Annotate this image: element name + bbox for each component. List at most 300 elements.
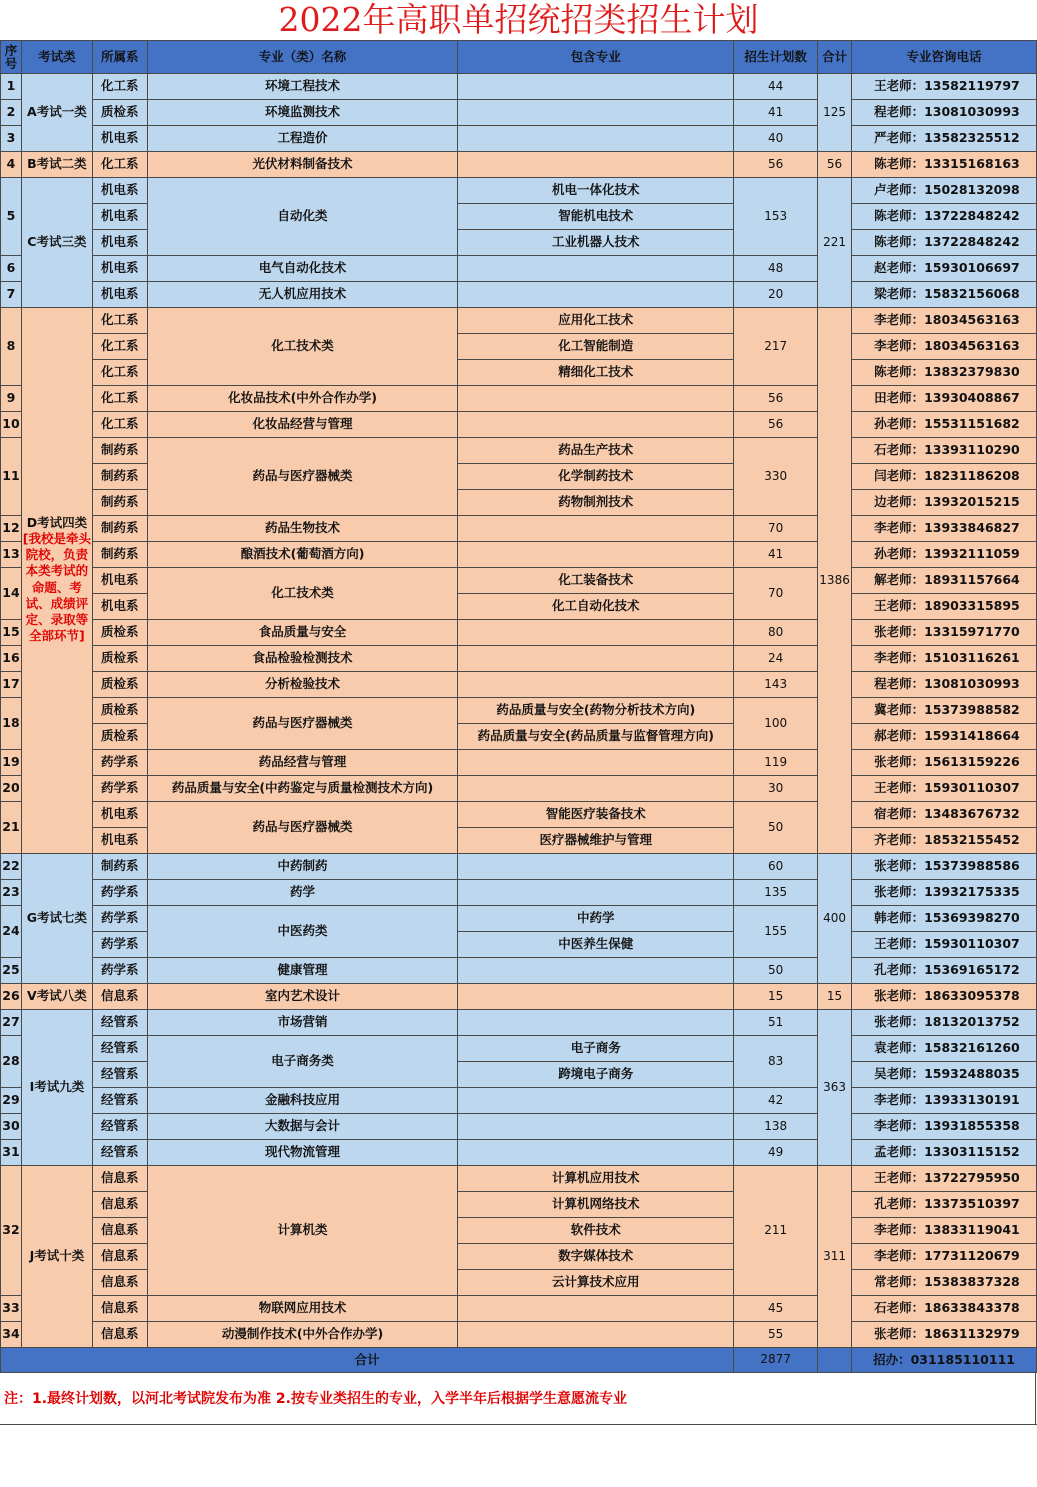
seq-cell: 7 [1, 282, 22, 308]
table-row [1, 412, 1037, 438]
dept-cell: 机电系 [92, 282, 147, 308]
phone-cell: 李老师：18034563163 [852, 334, 1037, 360]
table-row [1, 1088, 1037, 1114]
included-major-cell: 化学制药技术 [458, 464, 734, 490]
table-row [1, 958, 1037, 984]
table-row [1, 308, 1037, 334]
exam-category-cell [21, 1010, 92, 1166]
included-major-cell: 机电一体化技术 [458, 178, 734, 204]
phone-cell: 孙老师：15531151682 [852, 412, 1037, 438]
table-row [1, 178, 1037, 204]
phone-cell: 张老师：15373988586 [852, 854, 1037, 880]
dept-cell: 药学系 [92, 776, 147, 802]
category-total-cell: 125 [818, 74, 852, 152]
plan-count-cell: 80 [734, 620, 818, 646]
table-row [1, 1166, 1037, 1192]
plan-count-cell: 135 [734, 880, 818, 906]
dept-cell: 质检系 [92, 646, 147, 672]
header-exam: 考试类 [21, 41, 92, 74]
dept-cell: 信息系 [92, 1218, 147, 1244]
category-total-cell: 311 [818, 1166, 852, 1348]
included-major-cell [458, 1140, 734, 1166]
dept-cell: 质检系 [92, 724, 147, 750]
phone-cell: 张老师：18132013752 [852, 1010, 1037, 1036]
phone-cell: 孔老师：15369165172 [852, 958, 1037, 984]
plan-count-cell: 217 [734, 308, 818, 386]
table-row [1, 100, 1037, 126]
plan-count-cell: 100 [734, 698, 818, 750]
plan-count-cell: 55 [734, 1322, 818, 1348]
phone-cell: 石老师：18633843378 [852, 1296, 1037, 1322]
major-cell: 中医药类 [147, 906, 458, 958]
plan-count-cell: 138 [734, 1114, 818, 1140]
admission-plan-table [0, 40, 1037, 1373]
table-row [1, 802, 1037, 828]
dept-cell: 机电系 [92, 828, 147, 854]
exam-category-note: [我校是牵头院校，负责本类考试的命题、考试、成绩评定、录取等全部环节] [22, 530, 91, 644]
table-row [1, 568, 1037, 594]
dept-cell: 制药系 [92, 438, 147, 464]
table-row [1, 906, 1037, 932]
table-row [1, 1010, 1037, 1036]
seq-cell: 1 [1, 74, 22, 100]
major-cell: 工程造价 [147, 126, 458, 152]
seq-cell: 10 [1, 412, 22, 438]
phone-cell: 李老师：13933130191 [852, 1088, 1037, 1114]
major-cell: 现代物流管理 [147, 1140, 458, 1166]
seq-cell: 24 [1, 906, 22, 958]
plan-count-cell: 50 [734, 958, 818, 984]
included-major-cell: 精细化工技术 [458, 360, 734, 386]
seq-cell: 9 [1, 386, 22, 412]
major-cell: 金融科技应用 [147, 1088, 458, 1114]
major-cell: 药品经营与管理 [147, 750, 458, 776]
included-major-cell: 计算机应用技术 [458, 1166, 734, 1192]
included-major-cell [458, 542, 734, 568]
phone-cell: 宿老师：13483676732 [852, 802, 1037, 828]
major-cell: 无人机应用技术 [147, 282, 458, 308]
phone-cell: 赵老师：15930106697 [852, 256, 1037, 282]
seq-cell: 17 [1, 672, 22, 698]
exam-category-cell [21, 308, 92, 854]
header-subtotal: 合计 [818, 41, 852, 74]
included-major-cell [458, 750, 734, 776]
included-major-cell: 工业机器人技术 [458, 230, 734, 256]
included-major-cell [458, 256, 734, 282]
phone-cell: 李老师：13933846827 [852, 516, 1037, 542]
included-major-cell [458, 880, 734, 906]
plan-count-cell: 50 [734, 802, 818, 854]
plan-count-cell: 41 [734, 542, 818, 568]
included-major-cell [458, 282, 734, 308]
footnote: 注：1.最终计划数，以河北考试院发布为准 2.按专业类招生的专业，入学半年后根据学生意愿流专业 [4, 1391, 627, 1407]
dept-cell: 信息系 [92, 1322, 147, 1348]
major-cell: 电气自动化技术 [147, 256, 458, 282]
plan-count-cell: 56 [734, 386, 818, 412]
table-row [1, 1114, 1037, 1140]
included-major-cell [458, 152, 734, 178]
major-cell: 药品与医疗器械类 [147, 802, 458, 854]
major-cell: 食品检验检测技术 [147, 646, 458, 672]
included-major-cell [458, 1322, 734, 1348]
header-plan: 招生计划数 [734, 41, 818, 74]
seq-cell: 5 [1, 178, 22, 256]
included-major-cell [458, 386, 734, 412]
dept-cell: 经管系 [92, 1114, 147, 1140]
phone-cell: 石老师：13393110290 [852, 438, 1037, 464]
seq-cell: 11 [1, 438, 22, 516]
major-cell: 药品质量与安全(中药鉴定与质量检测技术方向) [147, 776, 458, 802]
major-cell: 健康管理 [147, 958, 458, 984]
exam-category-cell [21, 74, 92, 152]
plan-count-cell: 56 [734, 412, 818, 438]
dept-cell: 经管系 [92, 1036, 147, 1062]
major-cell: 光伏材料制备技术 [147, 152, 458, 178]
exam-category-label: A考试一类 [27, 104, 87, 120]
table-row [1, 256, 1037, 282]
total-blank-cell [818, 1348, 852, 1373]
phone-cell: 田老师：13930408867 [852, 386, 1037, 412]
major-cell: 电子商务类 [147, 1036, 458, 1088]
header-dept: 所属系 [92, 41, 147, 74]
phone-cell: 程老师：13081030993 [852, 672, 1037, 698]
table-row [1, 1036, 1037, 1062]
included-major-cell: 智能医疗装备技术 [458, 802, 734, 828]
plan-count-cell: 153 [734, 178, 818, 256]
included-major-cell [458, 672, 734, 698]
phone-cell: 李老师：17731120679 [852, 1244, 1037, 1270]
phone-cell: 边老师：13932015215 [852, 490, 1037, 516]
major-cell: 药品与医疗器械类 [147, 438, 458, 516]
table-row [1, 152, 1037, 178]
seq-cell: 16 [1, 646, 22, 672]
phone-cell: 袁老师：15832161260 [852, 1036, 1037, 1062]
major-cell: 药品生物技术 [147, 516, 458, 542]
dept-cell: 制药系 [92, 464, 147, 490]
total-label-cell: 合计 [1, 1348, 734, 1373]
phone-cell: 王老师：18903315895 [852, 594, 1037, 620]
plan-count-cell: 42 [734, 1088, 818, 1114]
note-border-bottom [0, 1424, 1037, 1425]
included-major-cell: 化工自动化技术 [458, 594, 734, 620]
total-row [1, 1348, 1037, 1373]
exam-category-label: I考试九类 [29, 1079, 85, 1095]
included-major-cell [458, 516, 734, 542]
seq-cell: 14 [1, 568, 22, 620]
table-row [1, 698, 1037, 724]
plan-count-cell: 45 [734, 1296, 818, 1322]
plan-count-cell: 30 [734, 776, 818, 802]
exam-category-label: B考试二类 [27, 156, 87, 172]
phone-cell: 常老师：15383837328 [852, 1270, 1037, 1296]
dept-cell: 机电系 [92, 568, 147, 594]
dept-cell: 药学系 [92, 932, 147, 958]
included-major-cell: 化工智能制造 [458, 334, 734, 360]
dept-cell: 药学系 [92, 750, 147, 776]
dept-cell: 经管系 [92, 1062, 147, 1088]
table-row [1, 542, 1037, 568]
included-major-cell: 化工装备技术 [458, 568, 734, 594]
plan-count-cell: 119 [734, 750, 818, 776]
major-cell: 分析检验技术 [147, 672, 458, 698]
table-row [1, 386, 1037, 412]
plan-count-cell: 49 [734, 1140, 818, 1166]
plan-count-cell: 24 [734, 646, 818, 672]
plan-count-cell: 15 [734, 984, 818, 1010]
dept-cell: 信息系 [92, 1270, 147, 1296]
seq-cell: 15 [1, 620, 22, 646]
phone-cell: 张老师：13932175335 [852, 880, 1037, 906]
included-major-cell: 中医养生保健 [458, 932, 734, 958]
dept-cell: 经管系 [92, 1010, 147, 1036]
dept-cell: 经管系 [92, 1140, 147, 1166]
included-major-cell [458, 1114, 734, 1140]
phone-cell: 齐老师：18532155452 [852, 828, 1037, 854]
seq-cell: 27 [1, 1010, 22, 1036]
table-row [1, 126, 1037, 152]
dept-cell: 药学系 [92, 958, 147, 984]
included-major-cell: 医疗器械维护与管理 [458, 828, 734, 854]
included-major-cell: 药物制剂技术 [458, 490, 734, 516]
seq-cell: 23 [1, 880, 22, 906]
phone-cell: 陈老师：13315168163 [852, 152, 1037, 178]
dept-cell: 信息系 [92, 1296, 147, 1322]
plan-count-cell: 83 [734, 1036, 818, 1088]
note-border-right [1035, 1372, 1036, 1424]
admissions-office-cell: 招办：031185110111 [852, 1348, 1037, 1373]
phone-cell: 王老师：13582119797 [852, 74, 1037, 100]
phone-cell: 陈老师：13722848242 [852, 230, 1037, 256]
phone-cell: 孙老师：13932111059 [852, 542, 1037, 568]
header-row [1, 41, 1037, 74]
included-major-cell [458, 854, 734, 880]
plan-count-cell: 51 [734, 1010, 818, 1036]
dept-cell: 化工系 [92, 386, 147, 412]
dept-cell: 机电系 [92, 126, 147, 152]
major-cell: 化妆品技术(中外合作办学) [147, 386, 458, 412]
seq-cell: 29 [1, 1088, 22, 1114]
seq-cell: 20 [1, 776, 22, 802]
seq-cell: 19 [1, 750, 22, 776]
exam-category-cell [21, 152, 92, 178]
phone-cell: 张老师：18631132979 [852, 1322, 1037, 1348]
dept-cell: 经管系 [92, 1088, 147, 1114]
table-row [1, 438, 1037, 464]
seq-cell: 25 [1, 958, 22, 984]
plan-count-cell: 60 [734, 854, 818, 880]
included-major-cell: 智能机电技术 [458, 204, 734, 230]
category-total-cell: 400 [818, 854, 852, 984]
included-major-cell: 跨境电子商务 [458, 1062, 734, 1088]
table-row [1, 672, 1037, 698]
page-title: 2022年高职单招统招类招生计划 [278, 0, 759, 39]
dept-cell: 信息系 [92, 1244, 147, 1270]
dept-cell: 信息系 [92, 1192, 147, 1218]
category-total-cell: 221 [818, 178, 852, 308]
included-major-cell: 药品生产技术 [458, 438, 734, 464]
seq-cell: 3 [1, 126, 22, 152]
phone-cell: 吴老师：15932488035 [852, 1062, 1037, 1088]
dept-cell: 化工系 [92, 360, 147, 386]
seq-cell: 33 [1, 1296, 22, 1322]
included-major-cell: 计算机网络技术 [458, 1192, 734, 1218]
dept-cell: 机电系 [92, 178, 147, 204]
included-major-cell [458, 1010, 734, 1036]
major-cell: 市场营销 [147, 1010, 458, 1036]
dept-cell: 信息系 [92, 1166, 147, 1192]
table-row [1, 516, 1037, 542]
header-seq: 序号 [1, 41, 22, 74]
seq-cell: 26 [1, 984, 22, 1010]
dept-cell: 质检系 [92, 698, 147, 724]
phone-cell: 陈老师：13722848242 [852, 204, 1037, 230]
included-major-cell [458, 646, 734, 672]
exam-category-cell [21, 178, 92, 308]
table-row [1, 984, 1037, 1010]
phone-cell: 张老师：18633095378 [852, 984, 1037, 1010]
dept-cell: 化工系 [92, 308, 147, 334]
phone-cell: 张老师：15613159226 [852, 750, 1037, 776]
header-included: 包含专业 [458, 41, 734, 74]
note-border-top [0, 1372, 1037, 1373]
category-total-cell: 15 [818, 984, 852, 1010]
included-major-cell [458, 1296, 734, 1322]
major-cell: 环境工程技术 [147, 74, 458, 100]
included-major-cell [458, 126, 734, 152]
phone-cell: 严老师：13582325512 [852, 126, 1037, 152]
seq-cell: 34 [1, 1322, 22, 1348]
major-cell: 自动化类 [147, 178, 458, 256]
seq-cell: 13 [1, 542, 22, 568]
major-cell: 酿酒技术(葡萄酒方向) [147, 542, 458, 568]
major-cell: 化工技术类 [147, 308, 458, 386]
included-major-cell: 数字媒体技术 [458, 1244, 734, 1270]
seq-cell: 28 [1, 1036, 22, 1088]
plan-count-cell: 44 [734, 74, 818, 100]
dept-cell: 机电系 [92, 802, 147, 828]
table-row [1, 854, 1037, 880]
included-major-cell: 云计算技术应用 [458, 1270, 734, 1296]
included-major-cell [458, 958, 734, 984]
phone-cell: 冀老师：15373988582 [852, 698, 1037, 724]
seq-cell: 6 [1, 256, 22, 282]
exam-category-cell [21, 1166, 92, 1348]
phone-cell: 李老师：18034563163 [852, 308, 1037, 334]
dept-cell: 化工系 [92, 412, 147, 438]
dept-cell: 质检系 [92, 672, 147, 698]
exam-category-label: J考试十类 [29, 1248, 85, 1264]
phone-cell: 卢老师：15028132098 [852, 178, 1037, 204]
seq-cell: 18 [1, 698, 22, 750]
plan-count-cell: 143 [734, 672, 818, 698]
included-major-cell: 应用化工技术 [458, 308, 734, 334]
included-major-cell [458, 1088, 734, 1114]
plan-count-cell: 330 [734, 438, 818, 516]
seq-cell: 31 [1, 1140, 22, 1166]
table-row [1, 620, 1037, 646]
major-cell: 计算机类 [147, 1166, 458, 1296]
dept-cell: 化工系 [92, 152, 147, 178]
included-major-cell [458, 984, 734, 1010]
dept-cell: 质检系 [92, 100, 147, 126]
major-cell: 环境监测技术 [147, 100, 458, 126]
major-cell: 物联网应用技术 [147, 1296, 458, 1322]
included-major-cell: 中药学 [458, 906, 734, 932]
included-major-cell: 药品质量与安全(药品质量与监督管理方向) [458, 724, 734, 750]
header-major: 专业（类）名称 [147, 41, 458, 74]
dept-cell: 化工系 [92, 334, 147, 360]
included-major-cell: 电子商务 [458, 1036, 734, 1062]
phone-cell: 解老师：18931157664 [852, 568, 1037, 594]
exam-category-label: D考试四类 [26, 515, 88, 531]
dept-cell: 机电系 [92, 594, 147, 620]
dept-cell: 制药系 [92, 516, 147, 542]
seq-cell: 2 [1, 100, 22, 126]
phone-cell: 韩老师：15369398270 [852, 906, 1037, 932]
plan-count-cell: 70 [734, 568, 818, 620]
major-cell: 中药制药 [147, 854, 458, 880]
dept-cell: 机电系 [92, 256, 147, 282]
plan-count-cell: 211 [734, 1166, 818, 1296]
phone-cell: 王老师：15930110307 [852, 932, 1037, 958]
major-cell: 室内艺术设计 [147, 984, 458, 1010]
phone-cell: 张老师：13315971770 [852, 620, 1037, 646]
plan-count-cell: 56 [734, 152, 818, 178]
seq-cell: 8 [1, 308, 22, 386]
dept-cell: 信息系 [92, 984, 147, 1010]
dept-cell: 化工系 [92, 74, 147, 100]
dept-cell: 制药系 [92, 854, 147, 880]
phone-cell: 李老师：13833119041 [852, 1218, 1037, 1244]
included-major-cell [458, 776, 734, 802]
major-cell: 化工技术类 [147, 568, 458, 620]
phone-cell: 陈老师：13832379830 [852, 360, 1037, 386]
major-cell: 动漫制作技术(中外合作办学) [147, 1322, 458, 1348]
plan-count-cell: 48 [734, 256, 818, 282]
header-phone: 专业咨询电话 [852, 41, 1037, 74]
plan-count-cell: 41 [734, 100, 818, 126]
included-major-cell [458, 74, 734, 100]
dept-cell: 制药系 [92, 490, 147, 516]
seq-cell: 12 [1, 516, 22, 542]
dept-cell: 质检系 [92, 620, 147, 646]
seq-cell: 30 [1, 1114, 22, 1140]
table-row [1, 880, 1037, 906]
plan-count-cell: 70 [734, 516, 818, 542]
major-cell: 化妆品经营与管理 [147, 412, 458, 438]
included-major-cell [458, 620, 734, 646]
table-row [1, 1140, 1037, 1166]
table-row [1, 1296, 1037, 1322]
included-major-cell [458, 412, 734, 438]
major-cell: 药品与医疗器械类 [147, 698, 458, 750]
exam-category-label: C考试三类 [27, 234, 87, 250]
total-plan-cell: 2877 [734, 1348, 818, 1373]
included-major-cell: 软件技术 [458, 1218, 734, 1244]
dept-cell: 机电系 [92, 230, 147, 256]
plan-count-cell: 155 [734, 906, 818, 958]
table-row [1, 750, 1037, 776]
included-major-cell [458, 100, 734, 126]
seq-cell: 4 [1, 152, 22, 178]
seq-cell: 32 [1, 1166, 22, 1296]
table-row [1, 282, 1037, 308]
dept-cell: 药学系 [92, 906, 147, 932]
major-cell: 大数据与会计 [147, 1114, 458, 1140]
phone-cell: 孔老师：13373510397 [852, 1192, 1037, 1218]
table-row [1, 776, 1037, 802]
seq-cell: 21 [1, 802, 22, 854]
